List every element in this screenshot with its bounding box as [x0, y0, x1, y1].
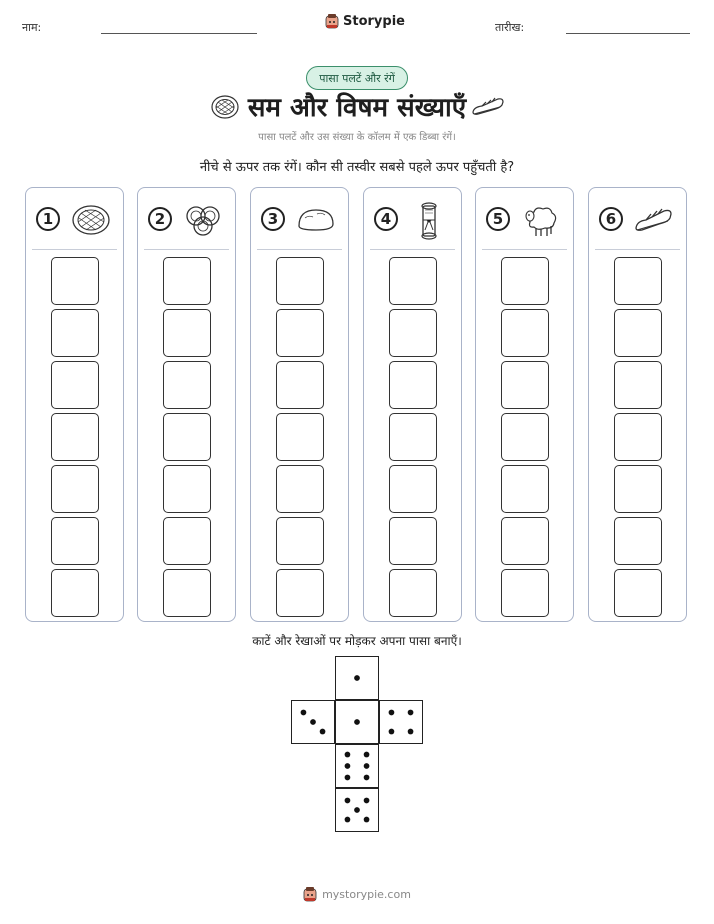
color-box[interactable]: [163, 257, 211, 305]
color-box[interactable]: [389, 569, 437, 617]
storypie-mascot-icon: [303, 886, 317, 902]
column-number: 2: [148, 207, 172, 231]
color-box[interactable]: [163, 517, 211, 565]
sheep-icon: [520, 200, 562, 240]
column-number: 4: [374, 207, 398, 231]
color-box[interactable]: [501, 361, 549, 409]
color-box[interactable]: [501, 569, 549, 617]
name-line[interactable]: [101, 33, 257, 34]
color-box[interactable]: [389, 257, 437, 305]
color-box[interactable]: [501, 257, 549, 305]
color-box[interactable]: [276, 361, 324, 409]
color-box[interactable]: [276, 413, 324, 461]
date-label: तारीख:: [495, 21, 525, 34]
page-subtitle: पासा पलटें और उस संख्या के कॉलम में एक डिब्बा रंगें।: [258, 132, 456, 143]
storypie-mascot-icon: [325, 13, 339, 29]
column-header: [138, 188, 235, 250]
bread-icon: [295, 200, 337, 240]
date-line[interactable]: [566, 33, 690, 34]
instruction-text: नीचे से ऊपर तक रंगें। कौन सी तस्वीर सबसे पहले ऊपर पहुँचती है?: [199, 160, 515, 175]
column-divider: [370, 249, 455, 250]
color-box[interactable]: [614, 257, 662, 305]
pie-icon: [70, 200, 112, 240]
color-box[interactable]: [163, 309, 211, 357]
dice-face-4: [379, 700, 423, 744]
footer-site: mystorypie.com: [322, 887, 411, 901]
color-box[interactable]: [51, 517, 99, 565]
color-box[interactable]: [389, 465, 437, 513]
column-divider: [257, 249, 342, 250]
color-box[interactable]: [389, 309, 437, 357]
activity-pill: पासा पलटें और रंगें: [306, 66, 408, 90]
column-1: [25, 187, 124, 622]
color-box[interactable]: [51, 465, 99, 513]
color-box[interactable]: [276, 257, 324, 305]
color-box[interactable]: [276, 569, 324, 617]
sandal-icon: [470, 92, 506, 120]
column-header: [251, 188, 348, 250]
color-box[interactable]: [276, 517, 324, 565]
color-box[interactable]: [501, 413, 549, 461]
dice-face-1: [335, 700, 379, 744]
color-box[interactable]: [501, 465, 549, 513]
column-number: 1: [36, 207, 60, 231]
brand-name: Storypie: [343, 13, 405, 29]
dice-face-3: [291, 700, 335, 744]
column-header: [26, 188, 123, 250]
pretzel-icon: [182, 200, 224, 240]
color-box[interactable]: [51, 361, 99, 409]
color-box[interactable]: [614, 361, 662, 409]
column-header: [364, 188, 461, 250]
page-title: सम और विषम संख्याएँ: [247, 93, 467, 123]
column-number: 3: [261, 207, 285, 231]
color-box[interactable]: [501, 517, 549, 565]
column-4: [363, 187, 462, 622]
footer: [0, 886, 714, 902]
color-box[interactable]: [276, 309, 324, 357]
brand-logo: [325, 13, 405, 29]
column-6: [588, 187, 687, 622]
dice-face-1: [335, 656, 379, 700]
dice-net-instruction: काटें और रेखाओं पर मोड़कर अपना पासा बनाएँ।: [252, 634, 462, 648]
color-box[interactable]: [614, 309, 662, 357]
sandal-icon: [633, 200, 675, 240]
color-box[interactable]: [51, 569, 99, 617]
color-box[interactable]: [614, 517, 662, 565]
color-box[interactable]: [163, 569, 211, 617]
color-box[interactable]: [51, 257, 99, 305]
column-header: [589, 188, 686, 250]
color-box[interactable]: [163, 361, 211, 409]
dice-face-6: [335, 744, 379, 788]
color-box[interactable]: [51, 309, 99, 357]
color-box[interactable]: [614, 413, 662, 461]
name-label: नाम:: [22, 21, 42, 34]
color-box[interactable]: [163, 465, 211, 513]
color-box[interactable]: [51, 413, 99, 461]
color-box[interactable]: [501, 309, 549, 357]
column-header: [476, 188, 573, 250]
column-number: 5: [486, 207, 510, 231]
dice-face-5: [335, 788, 379, 832]
color-box[interactable]: [389, 517, 437, 565]
column-divider: [144, 249, 229, 250]
column-divider: [482, 249, 567, 250]
color-box[interactable]: [389, 413, 437, 461]
color-box[interactable]: [163, 413, 211, 461]
scroll-icon: [408, 200, 450, 240]
column-number: 6: [599, 207, 623, 231]
column-divider: [32, 249, 117, 250]
column-divider: [595, 249, 680, 250]
color-box[interactable]: [389, 361, 437, 409]
column-3: [250, 187, 349, 622]
color-box[interactable]: [614, 465, 662, 513]
color-box[interactable]: [276, 465, 324, 513]
column-5: [475, 187, 574, 622]
color-box[interactable]: [614, 569, 662, 617]
column-2: [137, 187, 236, 622]
